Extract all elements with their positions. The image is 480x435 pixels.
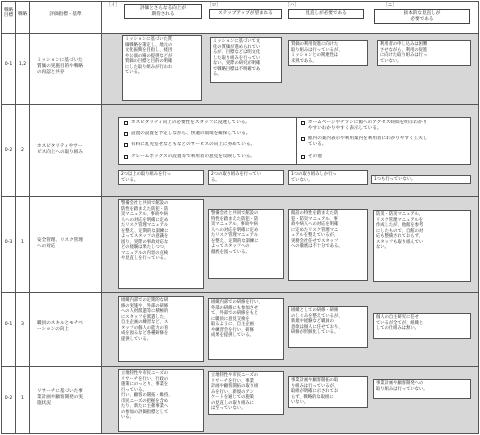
option-label: 有料に乳児室せなどもなどのサービスの向上に努めている。 [131,142,256,147]
level-ha-box: 1つの取り組みしか行っ ていない。 [288,170,368,185]
header-strategy-cell [15,1,30,34]
level-i-box: 警備会社と共同で館設の 防性を踏まえた防犯・防 災マニュアル、事故や病 人への対応を明確に定め たリスク管理マニュアル を整え、定期的な訓練に よってスタッフの意識を 図り、実際の事故対応な どの経験は果たしつつ、 マニュアルの内容の点検 や見直しを行っている。 [118,199,204,289]
level-i-box: 立地特性や市民ニーズの リサーチを行い、行政の 施策にのっとり、事業を 行っている。 行い、顧客の開拓・維持、 市民ニーズの把握を含め たり、新たに主催事業へ の参加の評価指標として いる。 [118,369,204,432]
col-i-header: 評価とさらなる向上が 期待される [124,4,202,19]
header-goal-label: 戦略 目標 [3,8,14,18]
col-i-mark: ［イ］ [106,3,120,8]
checkbox[interactable] [124,132,128,136]
row-criterion: ホスピタリティやサー ビス向上への取り組み [37,144,83,155]
row-goal-cell [1,33,16,105]
row-goal: 0-2 [4,396,13,401]
level-ni-box: 1つも行っていない。 [371,175,471,184]
options-divider [296,117,297,165]
level-ha-box: 質価の利用促進に向けた 取り組みは行っているが、 ミッションとの関連性は 未熟である。 [288,40,368,66]
row-criterion: リサーチに基づいた事 業計画や顧客開発の実 施状況 [37,389,83,406]
checkbox[interactable] [301,137,305,141]
option-label: 館内の案内表示や利用案内を利用者にわかりやすく工夫し ている。 [308,136,428,147]
checkbox[interactable] [124,121,128,125]
col-ro-header: ステップアップが望まれる [209,9,282,19]
checkbox[interactable] [301,155,305,159]
level-ro-box: ミッションに基づいて文 化の質価が進められてい るが、目標などは明文化 した取り組みを行ってい ない。実際の研究が明確 で戦略目標は不明確であ る。 [210,37,282,83]
row-criterion: 安全管理、リスク管理 への対応 [37,238,83,249]
checkbox[interactable] [124,155,128,159]
header-strategy-label: 戦略 [17,12,28,17]
row-strategy-cell [15,292,30,367]
row-criterion: 職員のスキルとモチベ ーションの向上 [37,321,83,332]
checkbox[interactable] [124,143,128,147]
row-goal-cell [1,292,16,367]
col-ha-header: 見直しが必要である [288,9,364,19]
level-ni-box: 利用者の申し込みは困難 させながら、利用の促進 に向けた取り組みは行っ ていない。 [377,40,471,66]
col-ni-mark: ［ニ］ [383,3,397,8]
row-strategy: 3 [21,322,24,327]
option-label: ホスピタリティ向上の必要性をスタッフに浸透している。 [131,120,250,125]
option-label: その他 [308,154,322,159]
level-ni-box: 個人の自主研究に任せ ているが全てが、組織と しての仕組みは無い。 [373,313,471,339]
level-ro-box: 組織内部での研修を行い、 外部の研修にも参加させ て、外部での研修をもと に職員に意見交換を 取るように、自主企画 や練習会を行い、研修 成果を提供している。 [208,298,284,360]
level-ro-box: 立地特性や市民ニーズの リサーチを行い、事業 計画や顧客開拓の取り組 みを行い、新規のアン ケートを通じての施策 の見直しの取り組みに は至っていない。 [208,371,284,415]
level-ro-box: 2つの取り組みを行ってい る。 [208,170,284,185]
row-goal: 0-1 [4,62,13,67]
row-goal: 0-1 [4,322,13,327]
col-ha-mark: ［ハ］ [285,3,299,8]
level-i-box: 組織内部での定期的な研 修の実施や、外部の研修 への人材派遣等に積極的 にスタッフを派遣した、 自主企画の練習など、ス タッフの個人の能力の育 成を図るなど各種研修を 提供している。 [118,296,204,362]
row-strategy: 1 [21,396,24,401]
row-goal: 0-2 [4,148,13,153]
level-ni-box: 防災・防災マニュアル、 リスク管理マニュアルを 作成したが、他館を参考 にしたもので、自館の対 応も整備されておらず、 スタッフも取り組んでい ない。 [373,210,471,282]
checkbox[interactable] [301,121,305,125]
level-ro-box: 警備会社と共同で館設の 特性を踏まえた防犯・防 災マニュアル、事故や病 人への対応を明確に定め たリスク管理マニュアル を整え、定期的な訓練に よってスタッフへの 徹底を図っている。 [208,209,284,279]
row-strategy: 1,2 [18,62,27,67]
row-strategy-cell [15,33,30,105]
level-ni-box: 事業計画や顧客開発への 取り組みは行っていない。 [373,379,471,399]
row-strategy: 2 [21,148,24,153]
row-criterion: ミッションに基づいた 質価の実施目的や戦略 の再認と共存 [37,58,83,75]
option-label: クレームボックスの設置等で利用者の意見を反映している。 [131,154,255,159]
col-ro-mark: ［ロ］ [207,3,221,8]
option-label: ホームページやチラシに館へのアクセス時間を明示わかり やすいわかりやすく表示している。 [308,120,428,131]
row-goal: 0-3 [4,240,13,245]
level-ha-box: 事業計画や顧客開拓の取 り組みは行っているが、 取組が明確に示されてお らず、戦略的な取組に いない。 [288,376,368,408]
col-ni-header: 抜本的な見直しが 必要である [374,9,470,24]
level-ha-box: 組織としての研修・研修 のしくみを整えているが、 新規や経験など職員の 意欲は個人に任せており、 研修が形骸化している。 [288,306,368,348]
header-criteria-label: 評価指標・基準 [49,12,82,17]
option-label: 設置の設置を予定しながら、快適の環境を確保している。 [131,131,251,136]
level-ha-box: 館設の特性を踏まえた防 犯・防災マニュアル、事 故や病人への対応を明確 に定めたリスク管理マニ ュアルを整えているが、 実務会社任せでスタッフ への徹底は不十分である。 [288,209,368,281]
level-i-box: ミッションに基づいた質 価戦略を策定し、地元の 文化振興を目指し、経団 や公演の場の提供などが 質価の目標と目的の明確 にした取り組みが行われ ている。 [122,35,202,101]
row-strategy: 1 [21,240,24,245]
level-i-box: 2つ以上の取り組みを行っ ている。 [118,170,204,185]
